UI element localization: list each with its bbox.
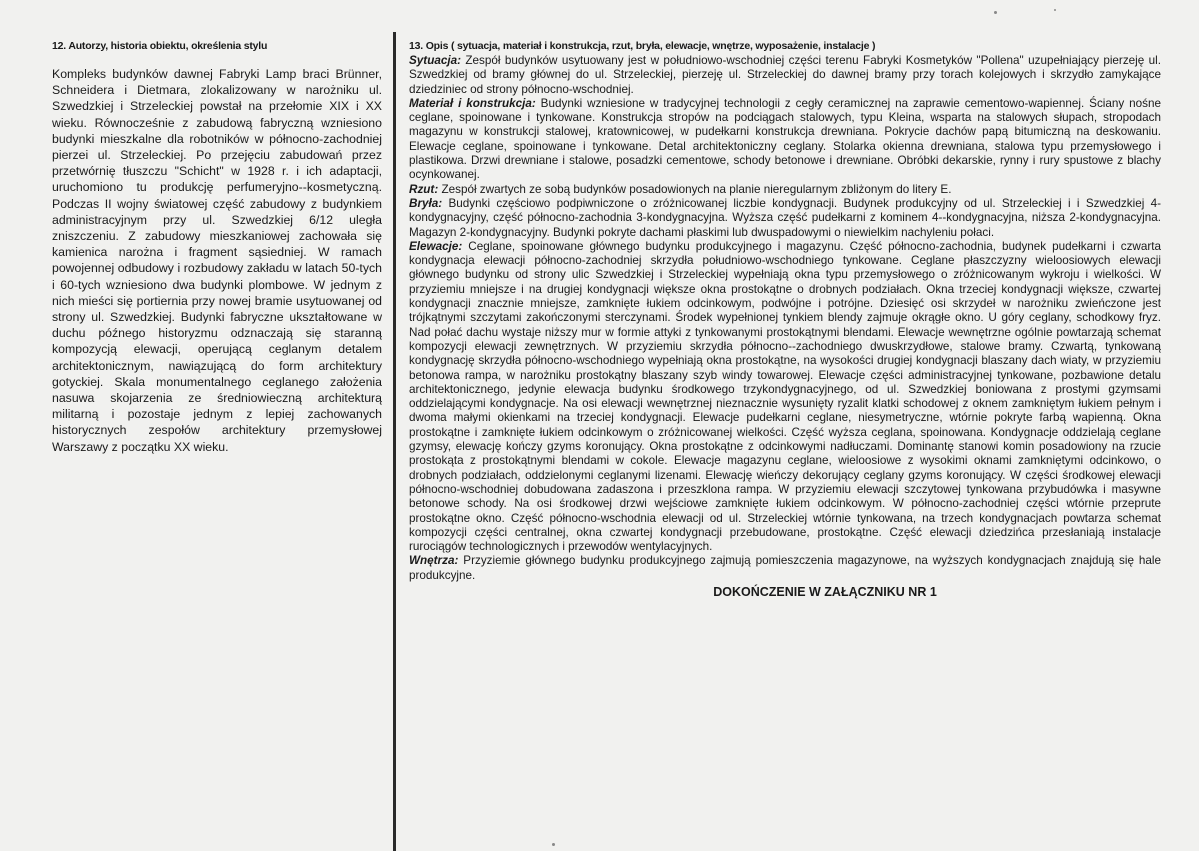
section-text: Budynki wzniesione w tradycyjnej technologii z cegły ceramicznej na zaprawie cementowo-wapiennej. Ściany nośne ceglane, spoinowane i tynkowane. Konstrukcja stropów na podciągach stalowych, typu Kleina, wsparta na stalowych słupach, stropodach magazynu w konstrukcji stalowej, kratownicowej, w pudełkarni konstrukcja drewniana. Pokrycie dachów papą bitumiczną na deskowaniu. Elewacje ceglane, spoinowane i tynkowane. Detal architektoniczny ceglany. Stolarka okienna drewniana, stalowa typu przemysłowego i plastikowa. Drzwi drewniane i stalowe, posadzki cementowe, schody betonowe i drewniane. Obróbki dekarskie, rynny i rury spustowe z blachy ocynkowanej. <box>409 96 1162 182</box>
section-wnetrza <box>409 554 1161 583</box>
section-label: Elewacje: <box>409 239 463 253</box>
section-label: Sytuacja: <box>409 54 461 67</box>
scan-speck <box>1054 9 1056 11</box>
section-text: Zespół budynków usytuowany jest w południowo-wschodniej części terenu Fabryki Kosmetyków "Pollena" uzupełniający pierzeję ul. Szwedzkiej od bramy głównej do ul. Strzeleckiej, pierzeję ul. Strzeleckiej do dawnej bramy przy torach kolejowych i skrzydło zamykające dziedziniec od strony północno-wschodniej. <box>409 54 1161 96</box>
section-text: Budynki częściowo podpiwniczone o zróżnicowanej liczbie kondygnacji. Budynek produkcyjny od ul. Strzeleckiej i i Szwedzkiej 4- kondygnacyjny, część północno-zachodnia 3-kondygnacyjna. Wyższa część pudełkarni z kominem 4--kondygnacyjna, niższa 2-kondygnacyjna. Magazyn 2-kondygnacyjny. Budynki pokryte dachami płaskimi lub dwuspadowymi o niewielkim nachyleniu połaci. <box>409 196 1161 239</box>
section-text: Ceglane, spoinowane głównego budynku produkcyjnego i magazynu. Część północno-zachodnia, budynek pudełkarni i czwarta kondygnacja elewacji północno-zachodniej skrzydła południowo-wschodniego tynkowane. Ceglane płaszczyzny wieloosiowych elewacji głównego budynku od strony ulic Szwedzkiej i Strzeleckiej wypełniają okna typu przemysłowego o zróżnicowanym wykroju i wielkości. W przyziemiu mniejsze i na drugiej kondygnacji większe okna prostokątne o drobnych podziałach. Okna trzeciej kondygnacji większe, czwartej kondygnacji znacznie mniejsze, zamknięte łukiem odcinkowym, podwójne i potrójne. Dziesięć osi skrzydeł w narożniku zwieńczone jest trójkątnymi szczytami zakończonymi sterczynami. Środek wypełnionej tynkiem blendy zajmuje okrągłe okno. U góry ceglany, schodkowy fryz. Nad połać dachu wystaje niższy mur w formie attyki z tynkowanymi prostokątnymi blendami. Elewacje wewnętrzne ogólnie powtarzają schemat kompozycji elewacji zewnętrznych. W przyziemiu skrzydła północno--zachodniego dwuskrzydłowe, stalowe bramy. Czwartą, tynkowaną kondygnację skrzydła północno-wschodniego wypełniają okna prostokątne, na wysokości drugiej kondygnacji blaszany dach wiaty, w przyziemiu betonowa rampa, w narożniku prostokątny blaszany szyb windy towarowej. Elewacje części administracyjnej tynkowane, pozbawione detalu architektonicznego, jedynie elewacja budynku środkowego trzykondygnacyjnego, od ul. Szwedzkiej boniowana z prostymi gzymsami oddzielającymi kondygnacje. Na osi elewacji wewnętrznej nieznacznie wysunięty ryzalit klatki schodowej z oknem zamkniętym łukiem pełnym i dwoma małymi okienkami na trzeciej kondygnacji. Elewacje pudełkarni ceglane, niesymetryczne, wtórnie pokryte farbą wapienną. Okna prostokątne i zamknięte łukiem odcinkowym o zróżnicowanej wielkości. Część wyższa ceglana, spoinowana. Kondygnacje oddzielają ceglane gzymsy, elewację kończy gzyms koronujący. Okna prostokątne z odcinkowymi nadłuczami. Dominantę stanowi komin posadowiony na rzucie prostokąta z prostokątnymi blendami w cokole. Elewacje magazynu ceglane, wieloosiowe z wysokimi oknami zamkniętymi odcinkowo, o drobnych podziałach, oddzielonymi ceglanymi lizenami. Elewację wieńczy dekorujący ceglany gzyms koronujący. W części środkowej elewacji północno-wschodniej dobudowana zadaszona i przeszklona rampa. W przyziemiu elewacji szczytowej tynkowana przybudówka i masywne betonowe schody. Na osi środkowej drzwi wejściowe zamknięte łukiem odcinkowym. W północno-zachodniej części wtórnie przeprute prostokątne okno. Część północno-wschodnia elewacji od ul. Strzeleckiej wtórnie tynkowana, na trzech kondygnacjach powtarza schemat kompozycji części centralnej, okna czwartej kondygnacji przebudowane, prostokątne. Część elewacji dziedzińca przesłaniają instalacje rurociągów technologicznych i przewodów wentylacyjnych. <box>409 239 1161 554</box>
history-heading: 12. Autorzy, historia obiektu, określenia stylu <box>52 40 268 52</box>
section-label: Wnętrza: <box>409 554 459 568</box>
section-label: Materiał i konstrukcja: <box>409 96 536 110</box>
continuation-note: DOKOŃCZENIE W ZAŁĄCZNIKU NR 1 <box>713 584 937 599</box>
section-text: Zespół zwartych ze sobą budynków posadowionych na planie nieregularnym zbliżonym do litery E. <box>438 182 952 196</box>
section-sytuacja <box>409 54 1161 97</box>
section-text: Przyziemie głównego budynku produkcyjnego zajmują pomieszczenia magazynowe, na wyższych kondygnacjach znajdują się hale produkcyjne. <box>409 554 1161 582</box>
section-bryla <box>409 197 1161 240</box>
section-label: Rzut: <box>409 182 439 196</box>
scan-speck <box>994 11 997 14</box>
column-divider <box>393 32 396 851</box>
scan-speck <box>552 843 555 846</box>
history-body: Kompleks budynków dawnej Fabryki Lamp braci Brünner, Schneidera i Dietmara, zlokalizowany w narożniku ul. Szwedzkiej i Strzeleckiej powstał na przełomie XIX i XX wieku. Równocześnie z zabudową fabryczną wzniesiono budynki mieszkalne dla robotników w północno-zachodniej pierzei ul. Strzeleckiej. Po przejęciu zabudowań przez przetwórnię tłuszczu "Schicht" w 1928 r. i ich adaptacji, uruchomiono tu produkcję perfumeryjno--kosmetyczną. Podczas II wojny światowej część zabudowy z budynkiem administracyjnym przy ul. Szwedzkiej 6/12 uległa zniszczeniu. Z zabudowy mieszkaniowej zachowała się kamienica narożna i fragment sąsiedniej. W ramach powojennej odbudowy i rozbudowy zakładu w latach 50-tych i 60-tych wzniesiono dwa budynki plombowe. W jednym z nich mieści się portiernia przy nowej bramie usytuowanej od strony ul. Szwedzkiej. Budynki fabryczne ukształtowane w duchu późnego historyzmu odznaczają się staranną kompozycją elewacji, operującą ceglanym detalem architektonicznym, nawiązującą do form architektury gotyckiej. Skala monumentalnego ceglanego założenia nasuwa skojarzenia ze średniowieczną architekturą militarną i pozostaje jednym z lepiej zachowanych historycznych zespołów architektury przemysłowej Warszawy z początku XX wieku. <box>52 67 382 454</box>
history-section <box>52 40 382 455</box>
section-material <box>409 97 1161 183</box>
section-elewacje <box>409 240 1161 555</box>
section-rzut <box>409 183 1161 197</box>
section-label: Bryła: <box>409 196 443 210</box>
description-section <box>409 40 1161 599</box>
description-heading: 13. Opis ( sytuacja, materiał i konstrukcja, rzut, bryła, elewacje, wnętrze, wyposażenie, instalacje ) <box>409 40 876 52</box>
